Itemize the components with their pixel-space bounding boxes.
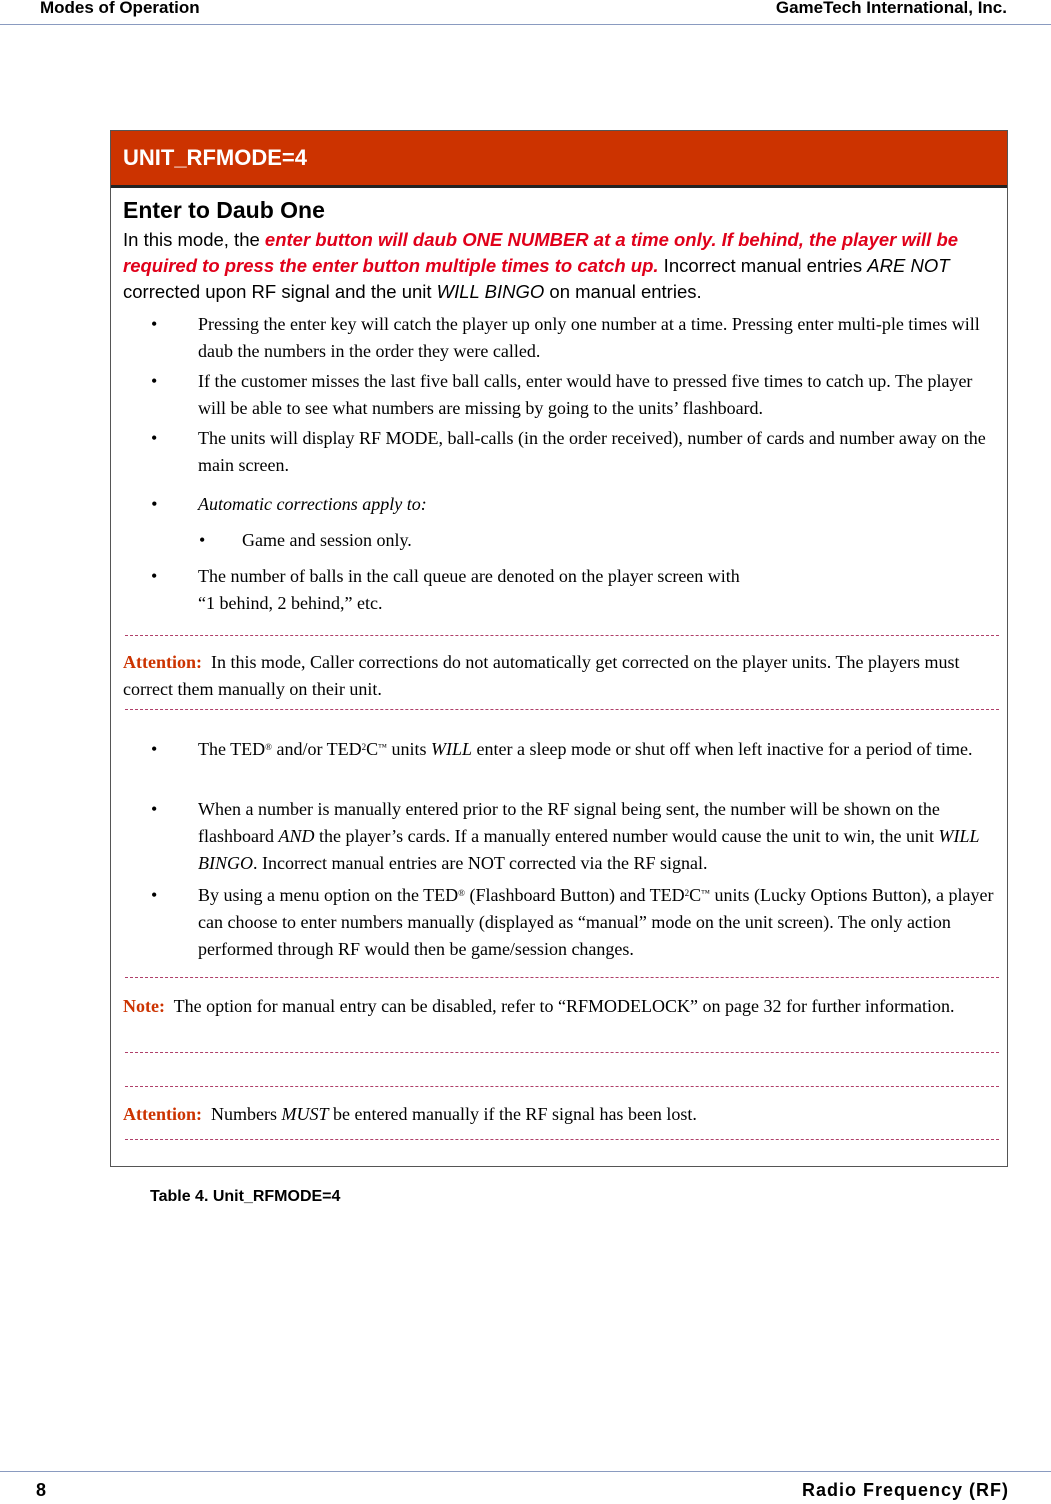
- bullet-icon: •: [151, 739, 158, 759]
- footer-section: Radio Frequency (RF): [801, 1480, 1009, 1500]
- divider: [125, 977, 999, 978]
- header-company: GameTech International, Inc.: [775, 0, 1007, 17]
- page-header: [0, 0, 1051, 25]
- bullet-icon: •: [151, 314, 158, 334]
- divider: [125, 709, 999, 710]
- rfmode-table: UNIT_RFMODE=4 Enter to Daub One In this mode, the enter button will daub ONE NUMBER at a time only. If behind, the player will be required to press the enter button multiple times to catch up. Incorrect manual entries ARE NOT corrected upon RF signal and the unit WILL BINGO on manual entries. • Pressing the enter key will catch the player up only one number at a time. Pressing enter multi-ple times will daub the numbers in the order they were called. • If the customer misses the last five ball calls, enter would have to pressed five times to catch up. The player will be able to see what numbers are missing by going to the units’ flashboard. • The units will display RF MODE, ball-calls (in the order received), number of cards and number away on the main screen. • Automatic corrections apply to: • Game and session only. • The number of balls in the call queue are denoted on the player screen with “1 behind, 2 behind,” etc. Attention: In this mode, Caller corrections do not automatically get corrected on the player units. The players must correct them manually on their unit. • The TED® and/or TED$^2$C™ units WILL enter a sleep mode or shut off when left inactive for a period of time. • When a number is manually entered prior to the RF signal being sent, the number will be shown on the flashboard AND the player’s cards. If a manually entered number would cause the unit to win, the unit WILL BINGO. Incorrect manual entries are NOT corrected via the RF signal. • By using a menu option on the TED® (Flashboard Button) and TED$^2$C™ units (Lucky Options Button), a player can choose to enter numbers manually (displayed as “manual” mode on the unit screen). The only action performed through RF would then be game/session changes. Note: The option for manual entry can be disabled, refer to “RFMODELOCK” on page 32 for further information. Attention: Numbers MUST be entered manually if the RF signal has been lost.: [110, 130, 1008, 1167]
- bullet-icon: •: [151, 799, 158, 819]
- attention-note-2: Attention: Numbers MUST be entered manually if the RF signal has been lost.: [123, 1104, 697, 1124]
- bullet-icon: •: [151, 371, 158, 391]
- intro-highlight: enter button will daub ONE NUMBER at a time only. If behind, the player will be required to press the enter button multiple times to catch up.: [123, 229, 959, 276]
- divider: [125, 1139, 999, 1140]
- bullet-icon: •: [199, 530, 206, 550]
- table-caption: Table 4. Unit_RFMODE=4: [150, 1188, 341, 1205]
- page-number: 8: [36, 1480, 47, 1500]
- header-chapter: Modes of Operation: [40, 0, 200, 17]
- bullet-icon: •: [151, 885, 158, 905]
- table-title: UNIT_RFMODE=4: [123, 145, 307, 170]
- divider: [125, 1086, 999, 1087]
- note-manual-entry: Note: The option for manual entry can be disabled, refer to “RFMODELOCK” on page 32 for further information.: [123, 996, 955, 1016]
- bullet-icon: •: [151, 494, 158, 514]
- table-header-band: [111, 131, 1007, 188]
- bullet-icon: •: [151, 428, 158, 448]
- attention-note-1: Attention: In this mode, Caller corrections do not automatically get corrected on the player units. The players must correct them manually on their unit.: [123, 652, 960, 699]
- section-heading: Enter to Daub One: [123, 197, 325, 223]
- intro-paragraph: In this mode, the enter button will daub ONE NUMBER at a time only. If behind, the player will be required to press the enter button multiple times to catch up. Incorrect manual entries ARE NOT corrected upon RF signal and the unit WILL BINGO on manual entries.: [123, 229, 959, 302]
- divider: [125, 1052, 999, 1053]
- divider: [125, 635, 999, 636]
- page-footer: [0, 1471, 1051, 1504]
- bullet-icon: •: [151, 566, 158, 586]
